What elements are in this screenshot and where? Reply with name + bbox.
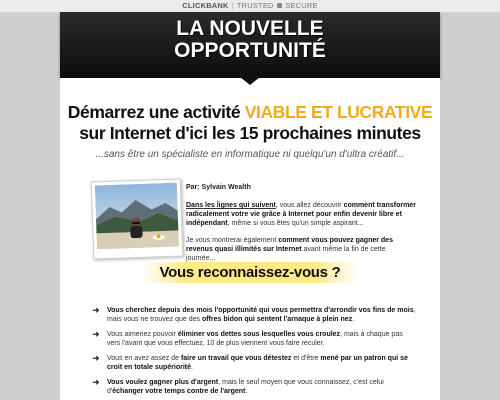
bullet-text: , mais vous ne trouvez que des [107, 307, 416, 323]
main-headline [60, 102, 440, 144]
bullet-text: . [352, 316, 355, 323]
promise-bold: comment vous pouvez gagner des revenus quasi illimités sur Internet [186, 237, 393, 253]
separator: | [231, 1, 234, 10]
title-line-1: LA NOUVELLE [176, 17, 324, 40]
secure-label: SECURE [285, 1, 318, 10]
trusted-label: TRUSTED [236, 1, 274, 10]
intro-paragraph [186, 201, 416, 228]
arrow-right-icon: ➜ [92, 305, 100, 315]
bullet-bold: Vous cherchez depuis des mois l'opportunité qui vous permettra d'arrondir vos fins de mois [107, 307, 414, 314]
bullet-bold: offres bidon qui sentent l'arnaque à plein nez [201, 316, 353, 323]
bullet-bold: Vous voulez gagner plus d'argent [107, 379, 219, 386]
promise-text-1: Je vous montrerai également [186, 237, 279, 244]
bullet-text: , mais à chaque pas vers l'avant que vous effectuez, 10 de plus viennent vous faire reculer. [107, 331, 403, 347]
bullet-bold: éliminer vos dettes sous lesquelles vous croulez [177, 331, 341, 338]
promise-paragraph [186, 236, 416, 263]
intro-bold: comment transformer radicalement votre vie grâce à Internet pour enfin devenir libre et indépendant [186, 202, 416, 227]
intro-text-1: , vous allez découvrir [275, 202, 344, 209]
bullet-text: . [191, 364, 193, 371]
headline-highlight: VIABLE ET LUCRATIVE [244, 102, 433, 122]
subheadline: ...sans être un spécialiste en informatique ni quelqu'un d'ultra créatif... [95, 149, 405, 160]
intro-lead: Dans les lignes qui suivent [186, 202, 276, 209]
title-line-2: OPPORTUNITÉ [174, 39, 326, 62]
author-photo [91, 178, 184, 259]
bullet-text: Vous en avez assez de [107, 355, 181, 362]
section-heading [60, 262, 440, 283]
promise-text-2: avant même la fin de cette journée... [186, 246, 386, 262]
clickbank-brand: CLICKBANK [182, 1, 229, 10]
bullet-text: et d'être [291, 355, 321, 362]
bullet-bold: faire un travail que vous détestez [180, 355, 292, 362]
header-notch [240, 77, 260, 85]
headline-part-1: Démarrez une activité [67, 102, 245, 122]
bullet-text: , mais le seul moyen que vous connaissez, c'est celui d' [107, 379, 384, 395]
arrow-right-icon: ➜ [92, 353, 100, 363]
intro-text-2: , même si vous êtes qu'un simple aspirant... [227, 220, 364, 227]
headline-part-2: sur Internet d'ici les 15 prochaines minutes [79, 123, 421, 143]
bullet-bold: échanger votre temps contre de l'argent [112, 388, 246, 395]
lock-icon [277, 3, 282, 8]
section-title: Vous reconnaissez-vous ? [142, 262, 359, 283]
page-header [60, 12, 440, 78]
author-byline: Par: Sylvain Wealth [186, 184, 251, 191]
arrow-right-icon: ➜ [92, 377, 100, 387]
bullet-text: . [245, 388, 248, 395]
bullet-text: Vous aimeriez pouvoir [107, 331, 178, 338]
arrow-right-icon: ➜ [92, 329, 100, 339]
bullet-bold: mené par un patron qui se croit en totale supériorité [107, 355, 408, 371]
page-title [60, 18, 440, 62]
